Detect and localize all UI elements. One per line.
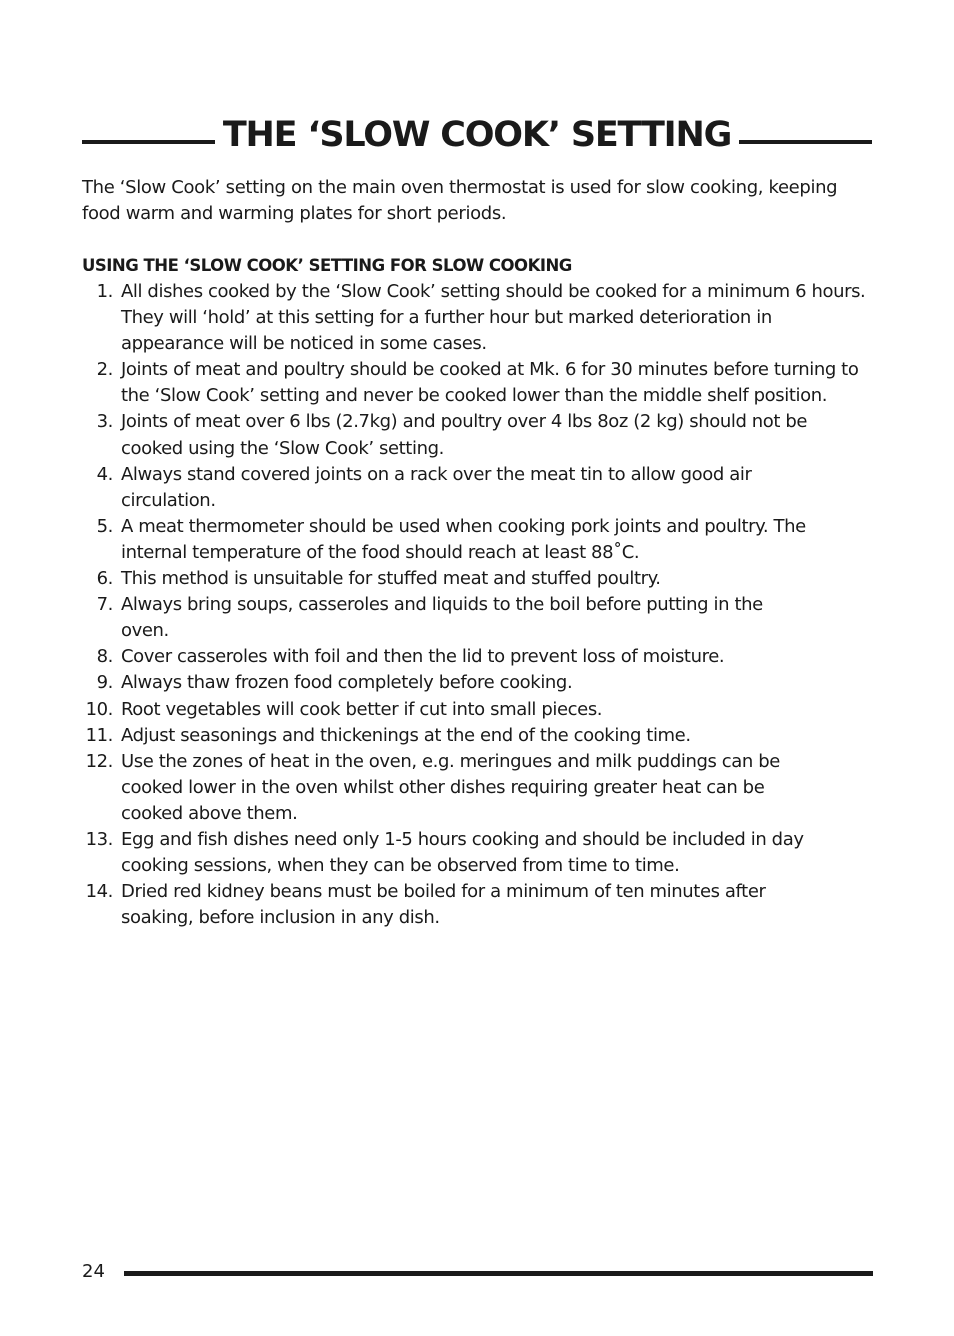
list-item (82, 514, 872, 566)
list-item (82, 827, 872, 879)
list-item (82, 723, 872, 749)
list-item (82, 357, 872, 409)
item-text: Always bring soups, casseroles and liquids to the boil before putting in the oven. (121, 594, 763, 642)
list-item (82, 279, 872, 357)
section-heading: USING THE ‘SLOW COOK’ SETTING FOR SLOW COOKING (82, 256, 572, 275)
item-number: 4. (96, 463, 113, 485)
item-number: 3. (96, 411, 113, 433)
page-title: THE ‘SLOW COOK’ SETTING (222, 115, 732, 155)
item-text: Adjust seasonings and thickenings at the end of the cooking time. (121, 724, 691, 746)
list-item (82, 749, 872, 827)
instructions-list (82, 279, 872, 931)
item-text: A meat thermometer should be used when cooking pork joints and poultry. The internal temperature of the food should reach at least 88˚C. (121, 515, 806, 563)
item-text: Joints of meat over 6 lbs (2.7kg) and poultry over 4 lbs 8oz (2 kg) should not be cooked using the ‘Slow Cook’ setting. (121, 411, 808, 459)
item-text: Egg and fish dishes need only 1-5 hours cooking and should be included in day cooking sessions, when they can be observed from time to time. (121, 828, 804, 877)
item-text: Use the zones of heat in the oven, e.g. meringues and milk puddings can be cooked lower in the oven whilst other dishes requiring greater heat can be cooked above them. (121, 750, 780, 824)
item-text: This method is unsuitable for stuffed meat and stuffed poultry. (121, 568, 661, 590)
item-number: 5. (96, 515, 113, 537)
list-item (82, 644, 872, 670)
item-number: 6. (96, 568, 113, 590)
footer-rule (124, 1271, 873, 1276)
list-item (82, 697, 872, 723)
page-number: 24 (82, 1261, 105, 1282)
list-item (82, 462, 872, 514)
item-number: 14. (85, 881, 113, 903)
item-number: 2. (96, 359, 113, 381)
intro-paragraph: The ‘Slow Cook’ setting on the main oven thermostat is used for slow cooking, keeping food warm and warming plates for short periods. (82, 177, 838, 224)
list-item (82, 879, 872, 931)
title-rule-right (739, 140, 872, 144)
list-item (82, 409, 872, 461)
item-text: All dishes cooked by the ‘Slow Cook’ setting should be cooked for a minimum 6 hours. They will ‘hold’ at this setting for a further hour but marked deterioration in appearance will be noticed in some cases. (121, 281, 866, 355)
item-number: 7. (96, 594, 113, 616)
item-text: Root vegetables will cook better if cut into small pieces. (121, 698, 603, 720)
item-number: 13. (85, 828, 113, 850)
title-rule-left (82, 140, 215, 144)
item-number: 8. (96, 646, 113, 668)
item-number: 10. (85, 698, 113, 720)
item-text: Joints of meat and poultry should be cooked at Mk. 6 for 30 minutes before turning to the ‘Slow Cook’ setting and never be cooked lower than the middle shelf position. (121, 359, 859, 407)
item-text: Always thaw frozen food completely before cooking. (121, 672, 573, 694)
item-number: 9. (96, 672, 113, 694)
item-number: 1. (96, 281, 113, 302)
list-item (82, 592, 872, 644)
list-item (82, 670, 872, 696)
page-header (82, 112, 872, 158)
item-number: 12. (85, 750, 113, 772)
item-text: Always stand covered joints on a rack over the meat tin to allow good air circulation. (121, 463, 752, 511)
list-item (82, 566, 872, 592)
item-text: Dried red kidney beans must be boiled for a minimum of ten minutes after soaking, before inclusion in any dish. (121, 881, 766, 929)
item-text: Cover casseroles with foil and then the lid to prevent loss of moisture. (121, 646, 725, 668)
item-number: 11. (85, 724, 113, 746)
